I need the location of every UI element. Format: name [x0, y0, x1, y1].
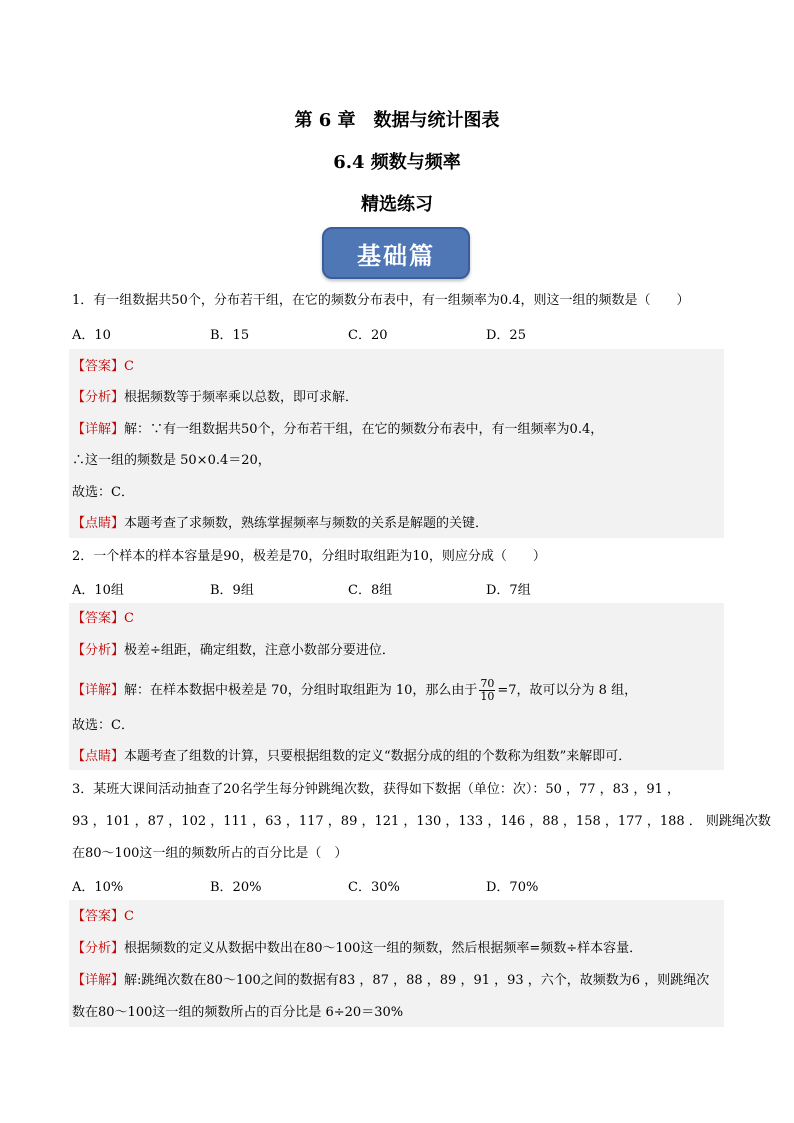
q2-option-c: C．8组 — [348, 583, 393, 598]
q3-option-b: B．20% — [210, 880, 262, 895]
q3-answer: 【答案】C — [72, 909, 134, 924]
q1-option-b: B．15 — [210, 328, 250, 343]
q3-detail: 【详解】解:跳绳次数在80～100之间的数据有83 ，87 ，88 ，89 ，91 ，93 ，六个，故频数为6 ，则跳绳次 — [72, 973, 710, 988]
q1-solution-block — [69, 349, 724, 538]
q3-option-d: D．70% — [486, 880, 539, 895]
q2-answer: 【答案】C — [72, 611, 134, 626]
q2-option-a: A．10组 — [72, 583, 124, 598]
q1-option-d: D．25 — [486, 328, 526, 343]
q2-comment: 【点睛】本题考查了组数的计算，只要根据组数的定义“数据分成的组的个数称为组数”来解即可． — [72, 749, 632, 764]
q1-analysis: 【分析】根据频数等于频率乘以总数，即可求解． — [72, 390, 359, 405]
q3-stem-end: 在80～100这一组的频数所占的百分比是（ ） — [72, 846, 348, 861]
subtitle: 精选练习 — [361, 194, 433, 215]
q2-option-d: D．7组 — [486, 583, 531, 598]
q3-option-c: C．30% — [348, 880, 400, 895]
level-badge: 基础篇 — [322, 227, 470, 279]
q2-choice: 故选：C． — [72, 718, 134, 733]
q1-detail-cont: ∴这一组的频数是 50×0.4＝20， — [72, 453, 271, 468]
q1-answer: 【答案】C — [72, 359, 134, 374]
section-title: 6.4 频数与频率 — [333, 152, 461, 173]
q1-option-a: A．10 — [72, 328, 111, 343]
q1-option-c: C．20 — [348, 328, 388, 343]
q2-option-b: B．9组 — [210, 583, 254, 598]
fraction: $\frac{70}{10}$ — [480, 677, 495, 703]
q1-detail: 【详解】解：∵有一组数据共50个，分布若干组，在它的频数分布表中，有一组频率为0.4， — [72, 422, 604, 437]
chapter-title: 第 6 章 数据与统计图表 — [294, 110, 500, 131]
q1-stem: 1．有一组数据共50个，分布若干组，在它的频数分布表中，有一组频率为0.4，则这一组的频数是（ ） — [72, 293, 690, 308]
q2-detail: 【详解】解：在样本数据中极差是 70，分组时取组距为 10，那么由于 $\frac{70}{10}$ =7，故可以分为 8 组， — [72, 677, 638, 703]
q3-option-a: A．10% — [72, 880, 124, 895]
q3-analysis: 【分析】根据频数的定义从数据中数出在80～100这一组的频数，然后根据频率=频数÷样本容量． — [72, 941, 643, 956]
q2-stem: 2．一个样本的样本容量是90，极差是70，分组时取组距为10，则应分成（ ） — [72, 549, 546, 564]
q3-stem: 3．某班大课间活动抽查了20名学生每分钟跳绳次数，获得如下数据（单位：次）：50 ，77 ，83 ，91 ， — [72, 782, 681, 797]
q1-choice: 故选：C． — [72, 485, 134, 500]
q1-comment: 【点睛】本题考查了求频数，熟练掌握频率与频数的关系是解题的关键． — [72, 516, 489, 531]
q3-detail-cont: 数在80～100这一组的频数所占的百分比是 6÷20＝30% — [72, 1005, 404, 1020]
q3-stem-cont: 93 ，101 ，87 ，102 ，111 ，63 ，117 ，89 ，121 ，130 ，133 ，146 ，88 ，158 ，177 ，188 ． 则跳绳次数 — [72, 814, 771, 829]
q2-analysis: 【分析】极差÷组距，确定组数，注意小数部分要进位． — [72, 643, 395, 658]
